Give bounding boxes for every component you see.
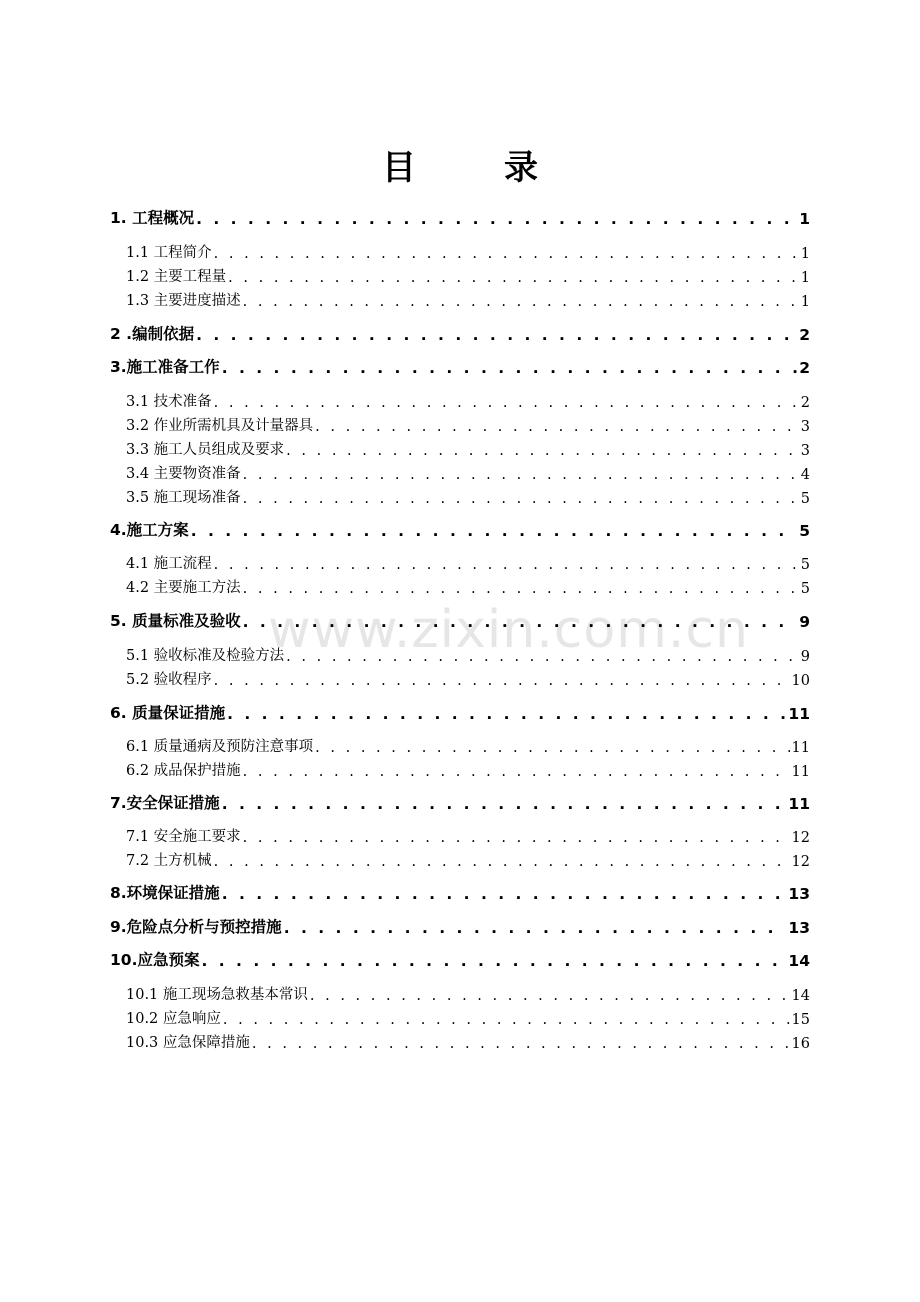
toc-entry-label: 3.1 技术准备 [126,394,212,410]
toc-page-number: 13 [788,885,810,903]
toc-chapter-entry[interactable] [110,881,810,903]
toc-dot-leader [214,246,799,262]
toc-page-number: 14 [788,952,810,970]
toc-chapter-entry[interactable] [110,791,810,813]
toc-page-number: 11 [788,795,810,813]
toc-entry-label: 3.施工准备工作 [110,358,220,376]
toc-dot-leader [222,795,787,813]
toc-entry-label: 6.2 成品保护措施 [126,763,241,779]
toc-dot-leader [214,673,790,689]
toc-entry-label: 3.2 作业所需机具及计量器具 [126,418,314,434]
toc-section-entry[interactable] [126,288,810,310]
toc-entry-label: 10.2 应急响应 [126,1011,221,1027]
toc-entry-label: 1.2 主要工程量 [126,269,227,285]
toc-page-number: 11 [788,705,810,723]
toc-section-entry[interactable] [126,982,810,1004]
toc-entry-label: 4.2 主要施工方法 [126,580,241,596]
toc-entry-label: 3.4 主要物资准备 [126,466,241,482]
toc-entry-label: 10.3 应急保障措施 [126,1035,250,1051]
toc-section-entry[interactable] [126,437,810,459]
toc-chapter-entry[interactable] [110,915,810,937]
watermark: www.zixin.com.cn [268,600,749,660]
toc-section-entry[interactable] [126,758,810,780]
toc-page-number: 16 [791,1036,810,1052]
toc-section-entry[interactable] [126,551,810,573]
toc-entry-label: 5. 质量标准及验收 [110,612,241,630]
toc-page-number: 1 [799,210,810,228]
toc-entry-label: 1.1 工程简介 [126,245,212,261]
toc-section-entry[interactable] [126,848,810,870]
toc-dot-leader [252,1036,790,1052]
toc-page-number: 9 [799,613,810,631]
toc-entry-label: 6.1 质量通病及预防注意事项 [126,739,314,755]
toc-page-number: 11 [791,764,810,780]
toc-page-number: 12 [791,830,810,846]
toc-dot-leader [315,740,789,756]
page-title: 目录 [382,148,626,188]
toc-dot-leader [214,395,799,411]
toc-dot-leader [243,613,798,631]
toc-page-number: 15 [791,1012,810,1028]
toc-dot-leader [286,649,799,665]
toc-chapter-entry[interactable] [110,518,810,540]
toc-dot-leader [228,270,799,286]
toc-section-entry[interactable] [126,734,810,756]
toc-section-entry[interactable] [126,389,810,411]
toc-dot-leader [315,419,799,435]
toc-entry-label: 3.5 施工现场准备 [126,490,241,506]
toc-entry-label: 1. 工程概况 [110,209,195,227]
toc-dot-leader [243,491,799,507]
toc-entry-label: 3.3 施工人员组成及要求 [126,442,285,458]
toc-dot-leader [196,210,797,228]
toc-section-entry[interactable] [126,643,810,665]
toc-dot-leader [222,359,798,377]
toc-page-number: 5 [800,557,810,573]
toc-section-entry[interactable] [126,575,810,597]
toc-entry-label: 1.3 主要进度描述 [126,293,241,309]
toc-page-number: 2 [799,359,810,377]
toc-dot-leader [310,988,790,1004]
toc-dot-leader [286,443,799,459]
toc-chapter-entry[interactable] [110,948,810,970]
toc-page-number: 14 [791,988,810,1004]
toc-dot-leader [214,854,790,870]
toc-dot-leader [214,557,799,573]
toc-entry-label: 5.1 验收标准及检验方法 [126,648,285,664]
toc-chapter-entry[interactable] [110,609,810,631]
toc-dot-leader [243,764,790,780]
toc-entry-label: 7.1 安全施工要求 [126,829,241,845]
toc-entry-label: 7.2 土方机械 [126,853,212,869]
toc-page-number: 9 [800,649,810,665]
toc-entry-label: 5.2 验收程序 [126,672,212,688]
toc-page-number: 2 [800,395,810,411]
toc-page-number: 1 [800,294,810,310]
toc-page-number: 1 [800,246,810,262]
toc-entry-label: 6. 质量保证措施 [110,704,226,722]
toc-dot-leader [227,705,786,723]
toc-section-entry[interactable] [126,667,810,689]
toc-entry-label: 4.施工方案 [110,521,189,539]
toc-page-number: 5 [800,491,810,507]
toc-page-number: 3 [800,443,810,459]
toc-page-number: 11 [791,740,810,756]
toc-section-entry[interactable] [126,485,810,507]
toc-chapter-entry[interactable] [110,206,810,228]
toc-entry-label: 8.环境保证措施 [110,884,220,902]
toc-chapter-entry[interactable] [110,701,810,723]
toc-page-number: 2 [799,326,810,344]
toc-entry-label: 2 .编制依据 [110,325,195,343]
toc-dot-leader [196,326,797,344]
toc-section-entry[interactable] [126,824,810,846]
toc-entry-label: 10.1 施工现场急救基本常识 [126,987,308,1003]
toc-entry-label: 7.安全保证措施 [110,794,220,812]
toc-page-number: 5 [799,522,810,540]
toc-dot-leader [243,294,799,310]
toc-chapter-entry[interactable] [110,322,810,344]
toc-dot-leader [243,581,799,597]
toc-page-number: 5 [800,581,810,597]
toc-section-entry[interactable] [126,413,810,435]
toc-section-entry[interactable] [126,461,810,483]
toc-dot-leader [191,522,798,540]
toc-dot-leader [284,919,787,937]
toc-entry-label: 10.应急预案 [110,951,200,969]
toc-section-entry[interactable] [126,1006,810,1028]
toc-section-entry[interactable] [126,264,810,286]
toc-dot-leader [201,952,786,970]
toc-page-number: 13 [788,919,810,937]
toc-dot-leader [222,885,787,903]
toc-page-number: 10 [791,673,810,689]
toc-entry-label: 9.危险点分析与预控措施 [110,918,282,936]
toc-page-number: 3 [800,419,810,435]
toc-dot-leader [223,1012,790,1028]
toc-dot-leader [243,467,799,483]
toc-section-entry[interactable] [126,1030,810,1052]
toc-entry-label: 4.1 施工流程 [126,556,212,572]
toc-page-number: 4 [800,467,810,483]
toc-page-number: 12 [791,854,810,870]
toc-dot-leader [243,830,790,846]
toc-section-entry[interactable] [126,240,810,262]
toc-chapter-entry[interactable] [110,355,810,377]
toc-page-number: 1 [800,270,810,286]
